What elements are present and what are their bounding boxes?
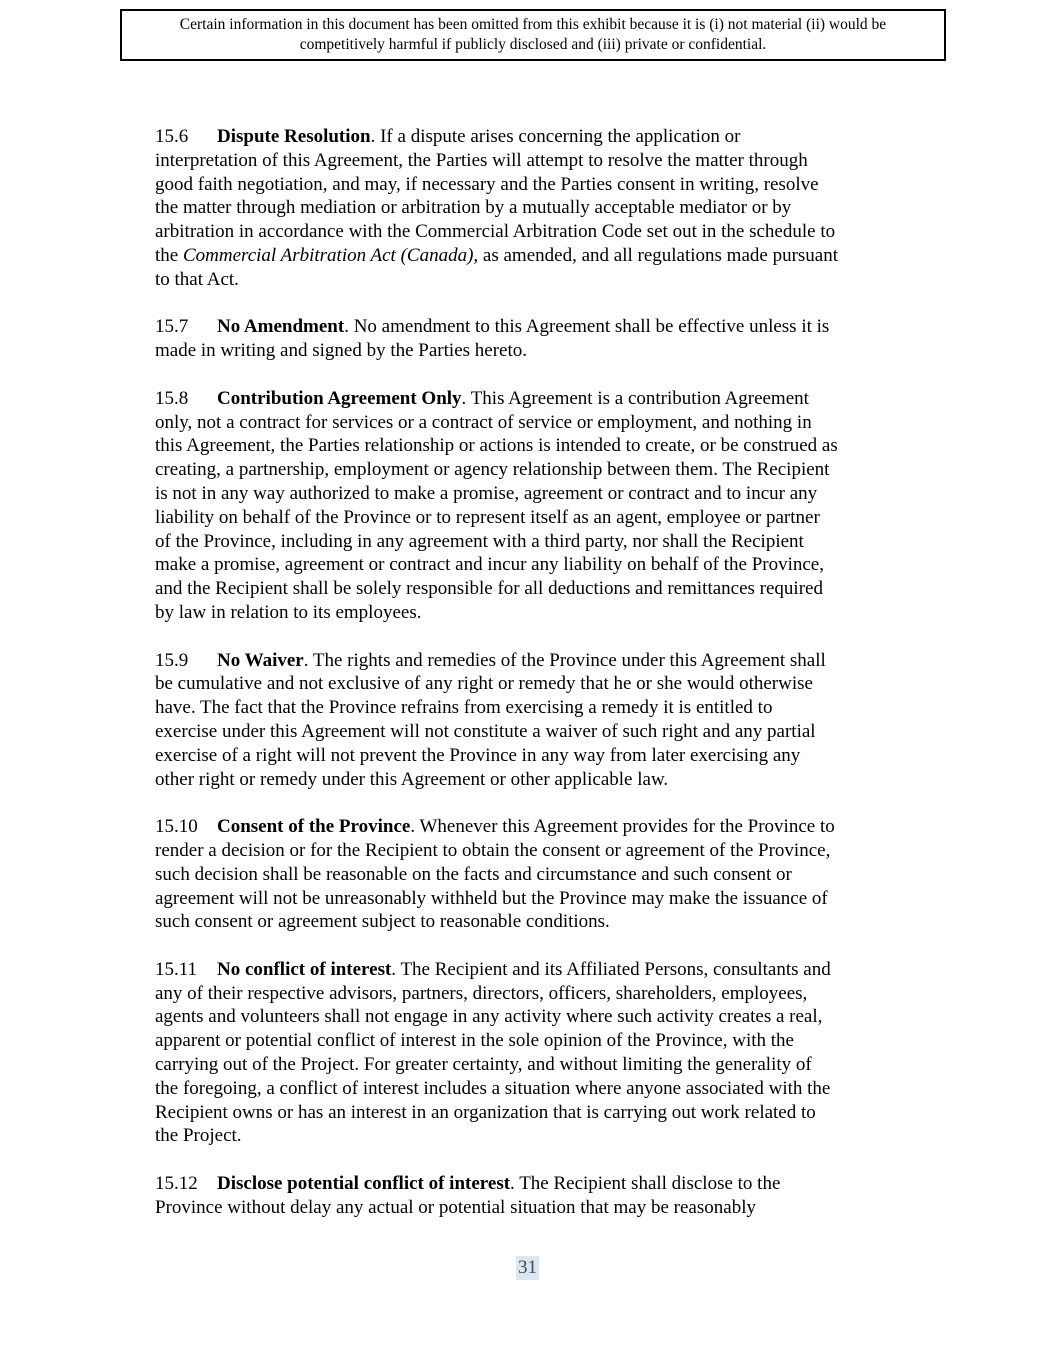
section-line	[155, 339, 915, 363]
line-text: . This Agreement is a contribution Agreement	[461, 387, 809, 409]
section-line	[155, 268, 915, 292]
section-heading: No Waiver	[217, 649, 304, 671]
section-line	[155, 530, 915, 554]
line-text: the foregoing, a conflict of interest includes a situation where anyone associated with the	[155, 1077, 831, 1099]
line-text: Recipient owns or has an interest in an organization that is carrying out work related to	[155, 1101, 816, 1123]
line-text: of the Province, including in any agreement with a third party, nor shall the Recipient	[155, 530, 804, 552]
notice-line-1: Certain information in this document has been omitted from this exhibit because it is (i) not material (ii) would be	[179, 16, 887, 33]
line-text: carrying out of the Project. For greater certainty, and without limiting the generality of	[155, 1054, 812, 1076]
section-heading: Disclose potential conflict of interest	[217, 1173, 511, 1195]
section-line	[155, 982, 915, 1006]
section-15-8	[155, 387, 915, 625]
line-text: exercise of a right will not prevent the Province in any way from later exercising any	[155, 744, 801, 766]
section-line	[155, 387, 915, 411]
section-line	[155, 125, 915, 149]
section-line	[155, 720, 915, 744]
section-line	[155, 434, 915, 458]
section-line	[155, 815, 915, 839]
section-number: 15.12	[155, 1173, 198, 1195]
line-text: as amended, and all regulations made pursuant	[478, 244, 839, 266]
section-15-12	[155, 1172, 915, 1220]
italic-act-title: Commercial Arbitration Act (Canada),	[182, 244, 479, 266]
line-text: such consent or agreement subject to reasonable conditions.	[155, 911, 610, 933]
section-line	[155, 649, 915, 673]
line-text: render a decision or for the Recipient to obtain the consent or agreement of the Province,	[155, 839, 831, 861]
line-text: liability on behalf of the Province or to represent itself as an agent, employee or partner	[155, 506, 820, 528]
line-text: . Whenever this Agreement provides for the Province to	[410, 816, 835, 838]
section-number: 15.8	[155, 387, 189, 409]
section-number: 15.11	[155, 958, 198, 980]
line-text: . The Recipient and its Affiliated Persons, consultants and	[391, 958, 831, 980]
section-line	[155, 315, 915, 339]
line-text: made in writing and signed by the Parties hereto.	[155, 340, 527, 362]
section-line	[155, 1053, 915, 1077]
section-heading: No Amendment	[217, 316, 345, 338]
line-text: . The rights and remedies of the Province under this Agreement shall	[303, 649, 826, 671]
line-text: other right or remedy under this Agreement or other applicable law.	[155, 768, 669, 790]
section-number: 15.6	[155, 126, 189, 147]
section-line	[155, 910, 915, 934]
line-text: Province without delay any actual or potential situation that may be reasonably	[155, 1196, 756, 1218]
section-line	[155, 1172, 915, 1196]
section-15-6	[155, 125, 915, 292]
line-text: . No amendment to this Agreement shall be effective unless it is	[344, 316, 830, 338]
section-number: 15.7	[155, 316, 189, 338]
section-line	[155, 672, 915, 696]
section-line	[155, 768, 915, 792]
section-15-9	[155, 649, 915, 792]
line-text: be cumulative and not exclusive of any right or remedy that he or she would otherwise	[155, 673, 813, 695]
section-line	[155, 173, 915, 197]
line-text: is not in any way authorized to make a promise, agreement or contract and to incur any	[155, 482, 818, 504]
section-number: 15.9	[155, 649, 189, 671]
section-line	[155, 744, 915, 768]
section-line	[155, 458, 915, 482]
line-text: by law in relation to its employees.	[155, 601, 422, 623]
line-text: creating, a partnership, employment or agency relationship between them. The Recipient	[155, 459, 830, 481]
line-text: apparent or potential conflict of interest in the sole opinion of the Province, with the	[155, 1030, 794, 1052]
section-line	[155, 411, 915, 435]
section-15-10	[155, 815, 915, 934]
section-line	[155, 1101, 915, 1125]
line-text: only, not a contract for services or a contract of service or employment, and nothing in	[155, 411, 812, 433]
redaction-notice-box	[120, 9, 946, 61]
section-heading: Contribution Agreement Only	[217, 387, 462, 409]
section-line	[155, 1005, 915, 1029]
section-line	[155, 839, 915, 863]
section-15-11	[155, 958, 915, 1148]
line-text: any of their respective advisors, partners, directors, officers, shareholders, employees,	[155, 982, 808, 1004]
line-text: . The Recipient shall disclose to the	[510, 1173, 781, 1195]
line-text: this Agreement, the Parties relationship or actions is intended to create, or be construed as	[155, 435, 838, 457]
section-line	[155, 196, 915, 220]
section-line	[155, 553, 915, 577]
line-text: make a promise, agreement or contract and incur any liability on behalf of the Province,	[155, 554, 824, 576]
section-heading: No conflict of interest	[217, 958, 392, 980]
section-line	[155, 863, 915, 887]
line-text: such decision shall be reasonable on the facts and circumstance and such consent or	[155, 863, 792, 885]
section-line	[155, 244, 915, 268]
line-text: have. The fact that the Province refrains from exercising a remedy it is entitled to	[155, 697, 773, 719]
section-line	[155, 506, 915, 530]
section-15-7	[155, 315, 915, 363]
section-line	[155, 1124, 915, 1148]
line-text: arbitration in accordance with the Commercial Arbitration Code set out in the schedule to	[155, 221, 836, 243]
section-line	[155, 1029, 915, 1053]
section-line	[155, 601, 915, 625]
section-line	[155, 149, 915, 173]
section-line	[155, 220, 915, 244]
line-text: to that Act.	[155, 268, 239, 290]
section-line	[155, 958, 915, 982]
line-text: agents and volunteers shall not engage in any activity where such activity creates a real,	[155, 1006, 823, 1028]
section-line	[155, 577, 915, 601]
line-text: the matter through mediation or arbitration by a mutually acceptable mediator or by	[155, 197, 792, 219]
line-text: the	[155, 244, 183, 266]
line-text: . If a dispute arises concerning the application or	[370, 126, 741, 147]
section-line	[155, 482, 915, 506]
section-line	[155, 887, 915, 911]
section-heading: Consent of the Province	[217, 816, 411, 838]
line-text: exercise under this Agreement will not constitute a waiver of such right and any partial	[155, 720, 816, 742]
document-body	[155, 125, 915, 1243]
section-line	[155, 1196, 915, 1220]
line-text: agreement will not be unreasonably withheld but the Province may make the issuance of	[155, 887, 828, 909]
section-heading: Dispute Resolution	[217, 126, 371, 147]
section-line	[155, 1077, 915, 1101]
section-number: 15.10	[155, 816, 198, 838]
notice-line-2: competitively harmful if publicly disclosed and (iii) private or confidential.	[299, 36, 767, 53]
line-text: interpretation of this Agreement, the Parties will attempt to resolve the matter through	[155, 149, 808, 171]
page-number: 31	[518, 1257, 537, 1278]
line-text: the Project.	[155, 1125, 242, 1147]
section-line	[155, 696, 915, 720]
line-text: good faith negotiation, and may, if necessary and the Parties consent in writing, resolve	[155, 173, 819, 195]
line-text: and the Recipient shall be solely responsible for all deductions and remittances required	[155, 578, 823, 600]
